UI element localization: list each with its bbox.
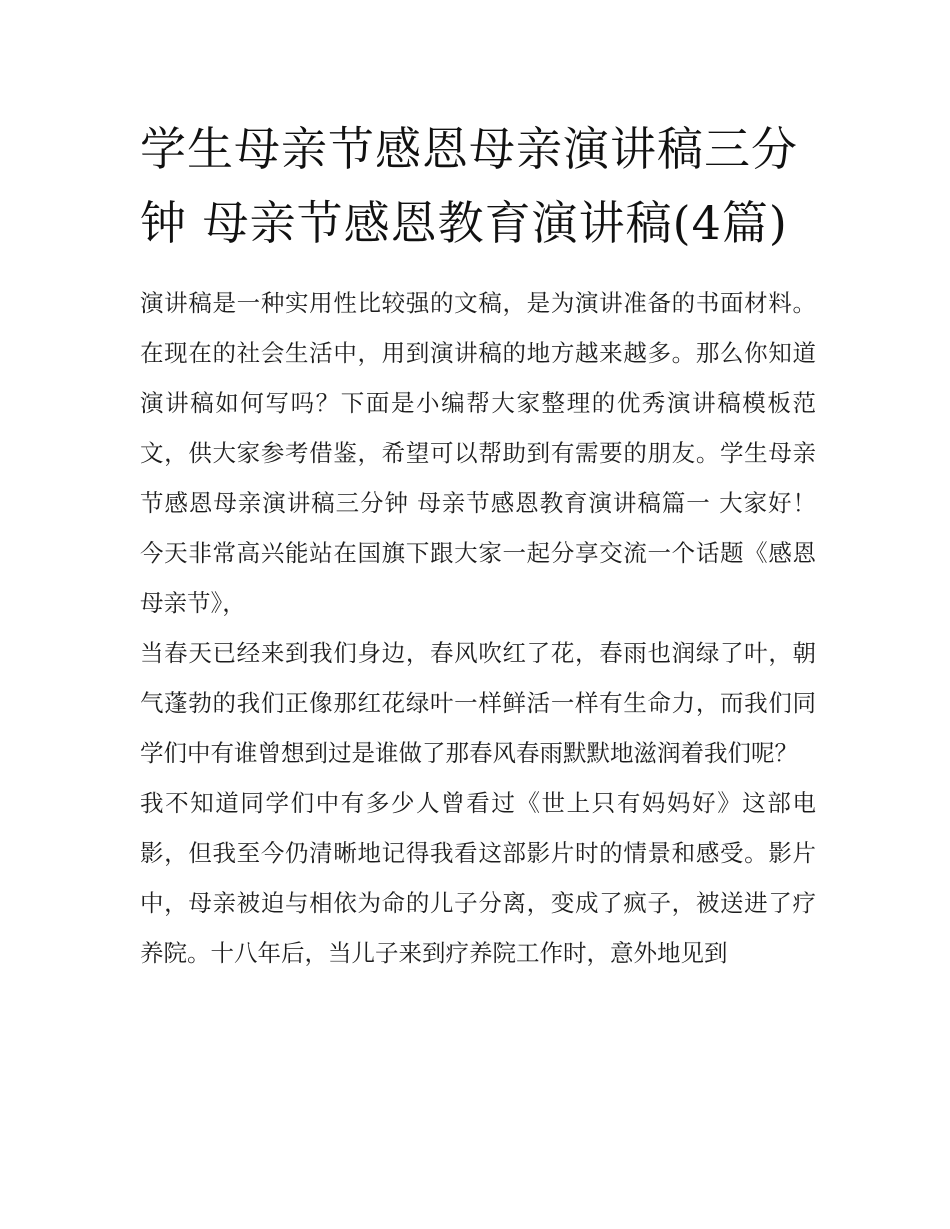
- paragraph-movie: 我不知道同学们中有多少人曾看过《世上只有妈妈好》这部电影，但我至今仍清晰地记得我看这部影片时的情景和感受。影片中，母亲被迫与相依为命的儿子分离，变成了疯子，被送进了疗养院。十八年后，当儿子来到疗养院工作时，意外地见到: [140, 789, 816, 967]
- document-content: [140, 112, 816, 978]
- paragraph-spring: 当春天已经来到我们身边，春风吹红了花，春雨也润绿了叶，朝气蓬勃的我们正像那红花绿叶一样鲜活一样有生命力，而我们同学们中有谁曾想到过是谁做了那春风春雨默默地滋润着我们呢？: [140, 639, 816, 767]
- document-body: [140, 278, 816, 978]
- paragraph-intro: 演讲稿是一种实用性比较强的文稿，是为演讲准备的书面材料。在现在的社会生活中，用到演讲稿的地方越来越多。那么你知道演讲稿如何写吗？下面是小编帮大家整理的优秀演讲稿模板范文，供大家参考借鉴，希望可以帮助到有需要的朋友。学生母亲节感恩母亲演讲稿三分钟 母亲节感恩教育演讲稿篇一 大家好！ 今天非常高兴能站在国旗下跟大家一起分享交流一个话题《感恩母亲节》，: [140, 289, 816, 617]
- document-title: 学生母亲节感恩母亲演讲稿三分钟 母亲节感恩教育演讲稿(4篇): [140, 122, 798, 250]
